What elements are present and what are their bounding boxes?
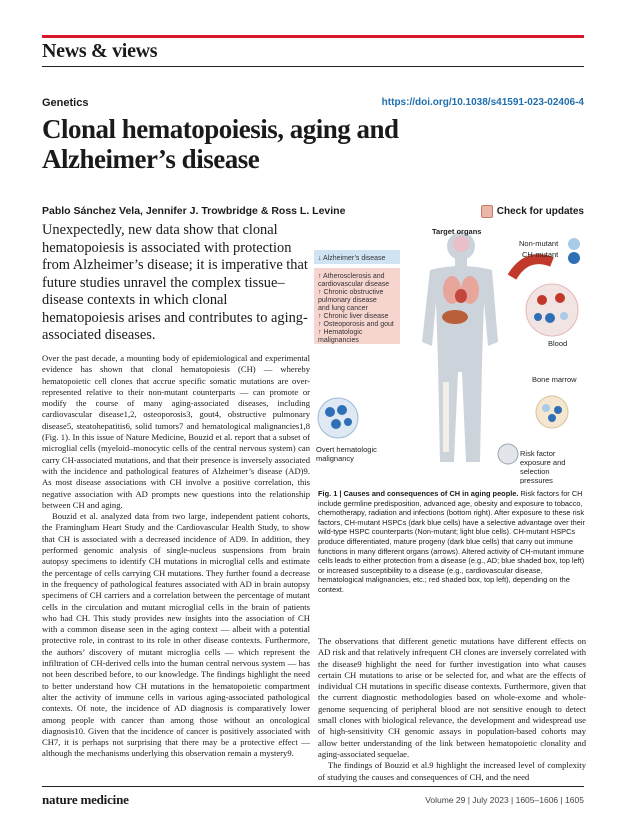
risk-factor-label: Risk factor exposure and selection pressures <box>520 449 566 484</box>
overt-malignancy-label: Overt hematologic malignancy <box>316 445 377 463</box>
heart <box>455 289 467 303</box>
body-paragraph: Bouzid et al. analyzed data from two large, independent patient cohorts, the Framingham Heart Study and the Cardiovascular Health Study, to show that CH is associated with a decreased incidence of AD9. In addition, they performed genomic analysis of single-nucleus suspensions from brain autopsy specimens to identify CH mutations in microglial cells and estimate the percentage of cells carrying CH mutations. They further found a decrease in the frequency of pathological features associated with AD in brain autopsy specimens of CH carriers and a correlation between the percentage of mutant cells in the circulation and mutant microglial cells in the brain of patients who had CH. This study provides new insights into the association of CH with a common disease seen in the aging context — albeit with a potential protective role, in contrast to its role in other disease contexts. Furthermore, the authors’ discovery of mutant microglia cells — which represent the infiltration of CH-derived cells into the human central nervous system — has not been described before, to our knowledge. The findings highlight the need to better understand how CH mutations in the hematopoietic compartment alter the activity of immune cells in various aging-associated pathological contexts. Of note, the incidence of AD diagnosis is comparatively lower among people with cancer than among those without an oncological diagnosis10. Given that the incidence of cancer is positively associated with CH7, it is perhaps not surprising that there may be a protective effect — although the mechanisms underlying this observation remain a mystery9. <box>42 511 310 759</box>
authors: Pablo Sánchez Vela, Jennifer J. Trowbridge & Ross L. Levine <box>42 205 346 217</box>
check-updates-icon <box>481 205 493 218</box>
target-organs-label: Target organs <box>432 227 482 236</box>
ch-mutant-label: CH-mutant <box>522 250 559 259</box>
increased-risk-item: ↑ Hematologic <box>318 329 363 336</box>
increased-risk-item: ↑ Chronic liver disease <box>318 313 389 320</box>
body-column-left <box>42 353 310 760</box>
section-brand: News & views <box>42 40 158 62</box>
check-updates-label: Check for updates <box>496 206 584 217</box>
caption-label: Fig. 1 | Causes and consequences of CH in aging people. <box>318 489 519 498</box>
malignancy-circle <box>318 398 358 438</box>
header-rule <box>42 66 584 67</box>
figure-illustration <box>312 222 590 484</box>
non-mutant-label: Non-mutant <box>519 239 559 248</box>
alzheimers-label: ↓ Alzheimer’s disease <box>318 255 386 262</box>
journal-name: nature medicine <box>42 792 129 807</box>
blood-vessel <box>512 259 552 277</box>
increased-risk-item: and lung cancer <box>318 305 368 312</box>
brain <box>453 236 469 252</box>
section-label: Genetics <box>42 97 89 109</box>
caption-text: Risk factors for CH include germline predisposition, advanced age, obesity and exposure to tobacco, chemotherapy, radiation and infections (bottom right). After exposure to these risk factors, CH-mutant HSPCs (dark blue cells) have a selective advantage over their wild-type HSPC counterparts (Non-mutant; light blue cells). CH-mutant HSPCs produce differentiated, mature progeny (dark blue cells) that carry out immune functions in many different organs (arrows). Altered activity of CH-mutant immune cells leads to either protection from a disease (e.g., AD; blue shaded box, top left) or increased susceptibility to a disease (e.g., cardiovascular disease, hematological malignancies, etc.; red shaded box, top left), depending on the context. <box>318 489 586 594</box>
human-body <box>422 232 498 462</box>
figure-1 <box>312 222 590 484</box>
body-paragraph: Over the past decade, a mounting body of epidemiological and experimental evidence has shown that clonal hematopoiesis (CH) — whereby hematopoietic cell clones that accrue specific somatic mutations are over-represented relative to their non-mutant counterparts — can promote or modify the course of many aging-associated diseases, including cardiovascular disease1,2, osteoporosis3, gout4, obstructive pulmonary disease5, steatohepatitis6, solid tumors7 and hematological malignancies1,8 (Fig. 1). In this issue of Nature Medicine, Bouzid et al. report that a subset of microglial cells (myeloid–monocytic cells of the central nervous system) can carry CH-associated mutations, and that their presence is inversely associated with the incidence and pathological features of Alzheimer’s disease (AD)9. As most disease associations with CH involve a positive correlation, this negative association with AD prompts new questions into the relationship between CH and aging. <box>42 353 310 510</box>
brand-rule <box>42 35 584 38</box>
check-updates-button[interactable] <box>481 205 584 218</box>
bone-marrow-circle <box>536 396 568 428</box>
increased-risk-item: pulmonary disease <box>318 297 377 304</box>
body-column-right <box>318 636 586 783</box>
body-paragraph: The findings of Bouzid et al.9 highlight the increased level of complexity of studying the causes and consequences of CH, and the need <box>318 760 586 782</box>
increased-risk-item: malignancies <box>318 337 359 344</box>
increased-risk-item: ↑ Atherosclerosis and <box>318 273 385 280</box>
standfirst: Unexpectedly, new data show that clonal hematopoiesis is associated with protection from Alzheimer’s disease; it is imperative that future studies unravel the complex tissue–disease contexts in which clonal hematopoiesis arises and contributes to aging-associated diseases. <box>42 222 308 343</box>
femur <box>443 382 449 452</box>
risk-factor-icon <box>498 444 518 464</box>
increased-risk-item: cardiovascular disease <box>318 281 390 288</box>
blood-circle <box>526 284 578 336</box>
figure-caption <box>318 489 586 595</box>
article-title: Clonal hematopoiesis, aging and Alzheimer’s disease <box>42 114 399 174</box>
increased-risk-item: ↑ Osteoporosis and gout <box>318 321 394 328</box>
doi-link[interactable]: https://doi.org/10.1038/s41591-023-02406-4 <box>381 97 584 108</box>
footer-rule <box>42 786 584 787</box>
bone-marrow-label: Bone marrow <box>532 375 577 384</box>
body-paragraph: The observations that different genetic mutations have different effects on AD risk and that relatively infrequent CH clones are inversely correlated with the disease9 highlight the need for further investigation into what causes certain CH mutations to arise or be selected for, and what are the effects of individual CH mutations in specific disease contexts. Furthermore, given that the current diagnostic methodologies based on whole-exome and whole-genome sequencing of peripheral blood are not sensitive enough to detect small clones with biological relevance, the development and widespread use of high-sensitivity CH genomic assays in population-based cohorts may allow better understanding of the link between hematopoietic clonality and aging-associated sequelae. <box>318 636 586 759</box>
increased-risk-item: ↑ Chronic obstructive <box>318 289 384 296</box>
cell-legend <box>568 238 580 264</box>
issue-info: Volume 29 | July 2023 | 1605–1606 | 1605 <box>425 795 584 805</box>
liver <box>442 310 468 324</box>
blood-label: Blood <box>548 339 568 348</box>
